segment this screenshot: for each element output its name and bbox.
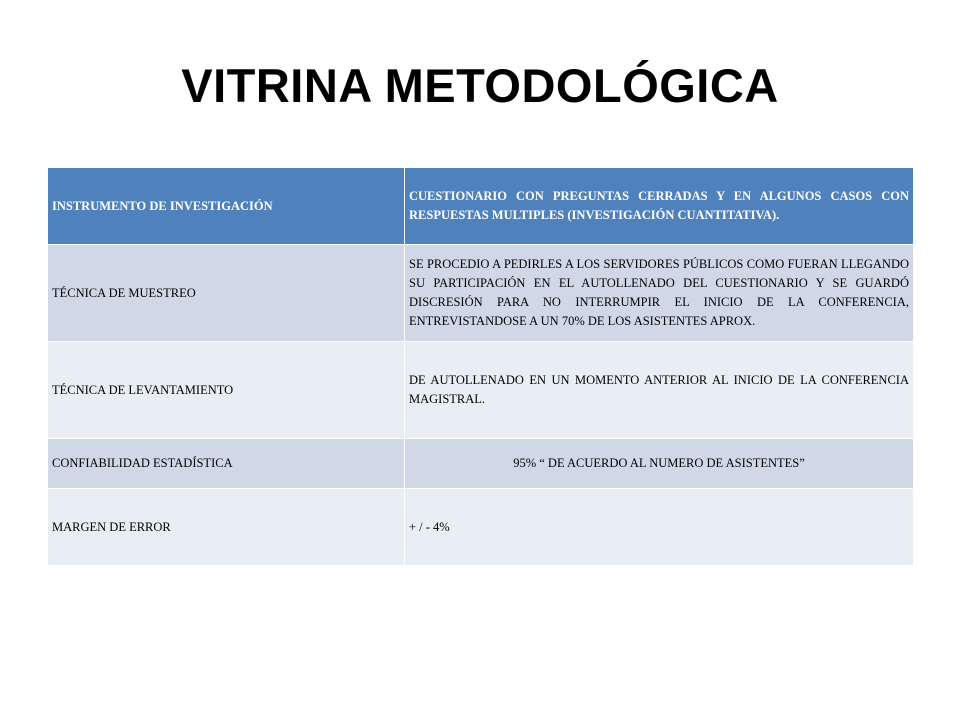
row-label-collection-technique: TÉCNICA DE LEVANTAMIENTO bbox=[48, 342, 405, 439]
table-row bbox=[48, 439, 914, 489]
row-value-collection-technique: DE AUTOLLENADO EN UN MOMENTO ANTERIOR AL INICIO DE LA CONFERENCIA MAGISTRAL. bbox=[405, 342, 914, 439]
methodology-table bbox=[47, 167, 914, 566]
table-row bbox=[48, 342, 914, 439]
row-value-statistical-reliability: 95% “ DE ACUERDO AL NUMERO DE ASISTENTES” bbox=[405, 439, 914, 489]
slide-title: VITRINA METODOLÓGICA bbox=[181, 59, 779, 112]
header-value-cell: CUESTIONARIO CON PREGUNTAS CERRADAS Y EN ALGUNOS CASOS CON RESPUESTAS MULTIPLES (INVESTIGACIÓN CUANTITATIVA). bbox=[405, 168, 914, 245]
row-value-margin-of-error: + / - 4% bbox=[405, 489, 914, 566]
row-label-sampling-technique: TÉCNICA DE MUESTREO bbox=[48, 245, 405, 342]
row-label-statistical-reliability: CONFIABILIDAD ESTADÍSTICA bbox=[48, 439, 405, 489]
table-row bbox=[48, 489, 914, 566]
table-row bbox=[48, 245, 914, 342]
row-label-margin-of-error: MARGEN DE ERROR bbox=[48, 489, 405, 566]
table-header-row bbox=[48, 168, 914, 245]
row-value-sampling-technique: SE PROCEDIO A PEDIRLES A LOS SERVIDORES PÚBLICOS COMO FUERAN LLEGANDO SU PARTICIPACIÓN EN EL AUTOLLENADO DEL CUESTIONARIO Y SE GUARDÓ DISCRESIÓN PARA NO INTERRUMPIR EL INICIO DE LA CONFERENCIA, ENTREVISTANDOSE A UN 70% DE LOS ASISTENTES APROX. bbox=[405, 245, 914, 342]
header-label-cell: INSTRUMENTO DE INVESTIGACIÓN bbox=[48, 168, 405, 245]
